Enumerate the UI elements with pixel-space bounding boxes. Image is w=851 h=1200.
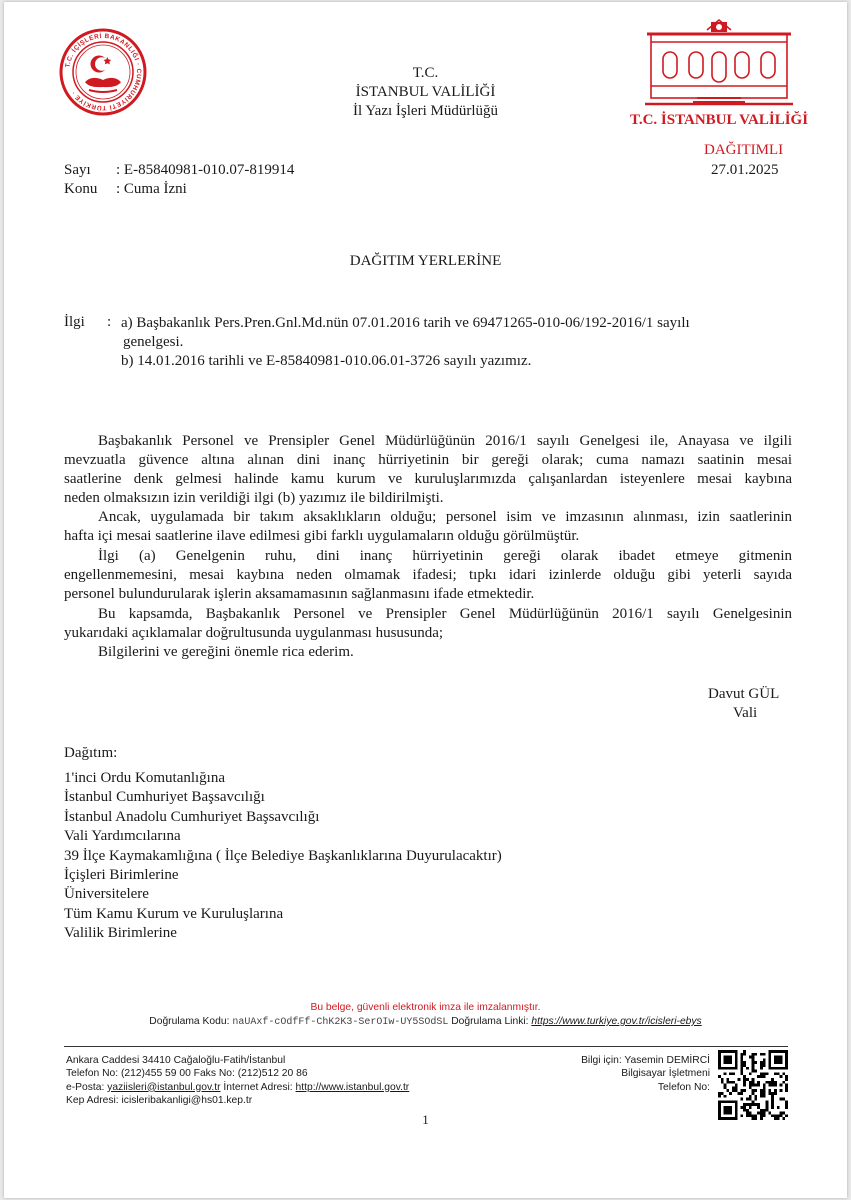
p2-line: Ancak, uygulamada bir takım aksaklıkların olduğu; personel isim ve imzasının alınması, izin saatlerinin [98, 509, 792, 525]
signatory-name: Davut GÜL [708, 686, 780, 702]
addressee: DAĞITIM YERLERİNE [349, 253, 502, 269]
verification-code-label: Doğrulama Kodu: [149, 1016, 230, 1027]
web-link[interactable]: http://www.istanbul.gov.tr [295, 1081, 410, 1093]
distribution-item: İstanbul Cumhuriyet Başsavcılığı [64, 789, 265, 806]
ilgi-b-line: b) 14.01.2016 tarihli ve E-85840981-010.06.01-3726 sayılı yazımız. [121, 353, 532, 369]
info-contact-person: Bilgi için: Yasemin DEMİRCİ [581, 1055, 710, 1066]
verification-code: naUAxf-cOdfFf-ChK2K3-SerOIw-UY5SOdSL [232, 1017, 449, 1028]
qr-code-icon [718, 1050, 788, 1120]
header-institution: İSTANBUL VALİLİĞİ [355, 84, 496, 100]
paragraph-4 [64, 605, 792, 643]
konu-value: : Cuma İzni [116, 181, 187, 197]
footer-contact [66, 1054, 409, 1107]
verification-link[interactable]: https://www.turkiye.gov.tr/icisleri-ebys [531, 1016, 702, 1027]
sayi-value: : E-85840981-010.07-819914 [116, 162, 295, 178]
p4-line: Bu kapsamda, Başbakanlık Personel ve Prensipler Genel Müdürlüğünün 2016/1 sayılı Genelgesinin [98, 606, 792, 622]
paragraph-5 [64, 643, 792, 662]
paragraph-1 [64, 432, 792, 508]
distribution-item: Tüm Kamu Kurum ve Kuruluşlarına [64, 905, 284, 922]
footer-info [534, 1054, 710, 1094]
distribution-item: İçişleri Birimlerine [64, 867, 179, 884]
distribution-label: Dağıtım: [64, 745, 118, 761]
sayi-label: Sayı [64, 162, 91, 178]
signatory-title: Vali [733, 705, 758, 721]
p1-line: neden olmaksızın izin verildiği ilgi (b) yazımız ile bildirilmişti. [64, 490, 444, 506]
right-logo-text: T.C. İSTANBUL VALİLİĞİ [629, 112, 809, 128]
footer-kep: Kep Adresi: icisleribakanligi@hs01.kep.tr [66, 1094, 253, 1106]
p3-line: personel bulundurularak işlerin aksamamasının sağlanmasını ifade etmektedir. [64, 586, 535, 602]
web-label: İnternet Adresi: [223, 1081, 293, 1093]
verification-link-label: Doğrulama Linki: [451, 1016, 529, 1027]
info-role: Bilgisayar İşletmeni [621, 1068, 710, 1080]
distribution-item: Üniversitelere [64, 886, 149, 903]
p4-line: yukarıdaki açıklamalar doğrultusunda uygulanması hususunda; [64, 625, 444, 641]
header-tc: T.C. [412, 65, 439, 81]
ilgi-label: İlgi [64, 314, 85, 330]
header-department: İl Yazı İşleri Müdürlüğü [353, 103, 498, 119]
p2-line: hafta içi mesai saatlerine ilave edilmesi gibi farklı uygulamaların olduğu görülmüştür. [64, 528, 580, 544]
document-date: 27.01.2025 [711, 162, 779, 178]
footer-divider [64, 1046, 788, 1047]
paragraph-2 [64, 508, 792, 546]
p5-line: Bilgilerini ve gereğini önemle rica ederim. [98, 644, 354, 660]
distribution-item: Vali Yardımcılarına [64, 828, 181, 845]
ilgi-a-line1: a) Başbakanlık Pers.Pren.Gnl.Md.nün 07.01.2016 tarih ve 69471265-010-06/192-2016/1 sayılı [121, 315, 690, 331]
p1-line: saatlerine denk gelmesi halinde kamu kurum ve kuruluşlarımızda çalışanlardan isteyenlere mesai kaybına [64, 471, 792, 487]
distribution-item: 39 İlçe Kaymakamlığına ( İlçe Belediye Başkanlıklarına Duyurulacaktır) [64, 847, 502, 864]
konu-label: Konu [64, 181, 98, 197]
e-signature-notice: Bu belge, güvenli elektronik imza ile imzalanmıştır. [310, 1002, 541, 1013]
distribution-item: Valilik Birimlerine [64, 925, 177, 942]
ilgi-references [121, 314, 690, 371]
svg-text:T.C. İÇİŞLERİ BAKANLIĞI · CUMH: T.C. İÇİŞLERİ BAKANLIĞI · CUMHURİYETİ TÜRKİYE · [64, 32, 143, 112]
p1-line: mevzuatla güvence altına alınan dini inanç hürriyetinin bir gereği olarak; cuma namazı saatinin mesai [64, 452, 792, 468]
info-phone: Telefon No: [657, 1081, 710, 1093]
p3-line: İlgi (a) Genelgenin ruhu, dini inanç hürriyetinin gereği olarak ibadet etmeye gitmenin [98, 548, 792, 564]
distribution-item: İstanbul Anadolu Cumhuriyet Başsavcılığı [64, 808, 320, 825]
footer-email-web [66, 1081, 409, 1094]
distribution-mark: DAĞITIMLI [704, 142, 784, 158]
footer-phone: Telefon No: (212)455 59 00 Faks No: (212)512 20 86 [66, 1068, 308, 1080]
page-number: 1 [422, 1112, 429, 1127]
distribution-item: 1'inci Ordu Komutanlığına [64, 770, 226, 786]
paragraph-3 [64, 547, 792, 604]
verification-line [4, 1015, 847, 1029]
ilgi-a-line2: genelgesi. [123, 334, 184, 350]
p1-line: Başbakanlık Personel ve Prensipler Genel Müdürlüğünün 2016/1 sayılı Genelgesi ile, Anayasa ve ilgili [98, 433, 792, 449]
distribution-list [64, 769, 502, 944]
footer-address: Ankara Caddesi 34410 Cağaloğlu-Fatih/İstanbul [66, 1055, 286, 1066]
p3-line: engellenmemesini, mesai kaybına neden olmamak ifadesi; tıpkı idari izinlerde olduğu gibi yeterli sayıda [64, 567, 792, 583]
email-label: e-Posta: [66, 1081, 105, 1093]
document-page [4, 2, 847, 1198]
email-link[interactable]: yaziisleri@istanbul.gov.tr [107, 1081, 221, 1093]
ilgi-colon: : [107, 314, 112, 330]
